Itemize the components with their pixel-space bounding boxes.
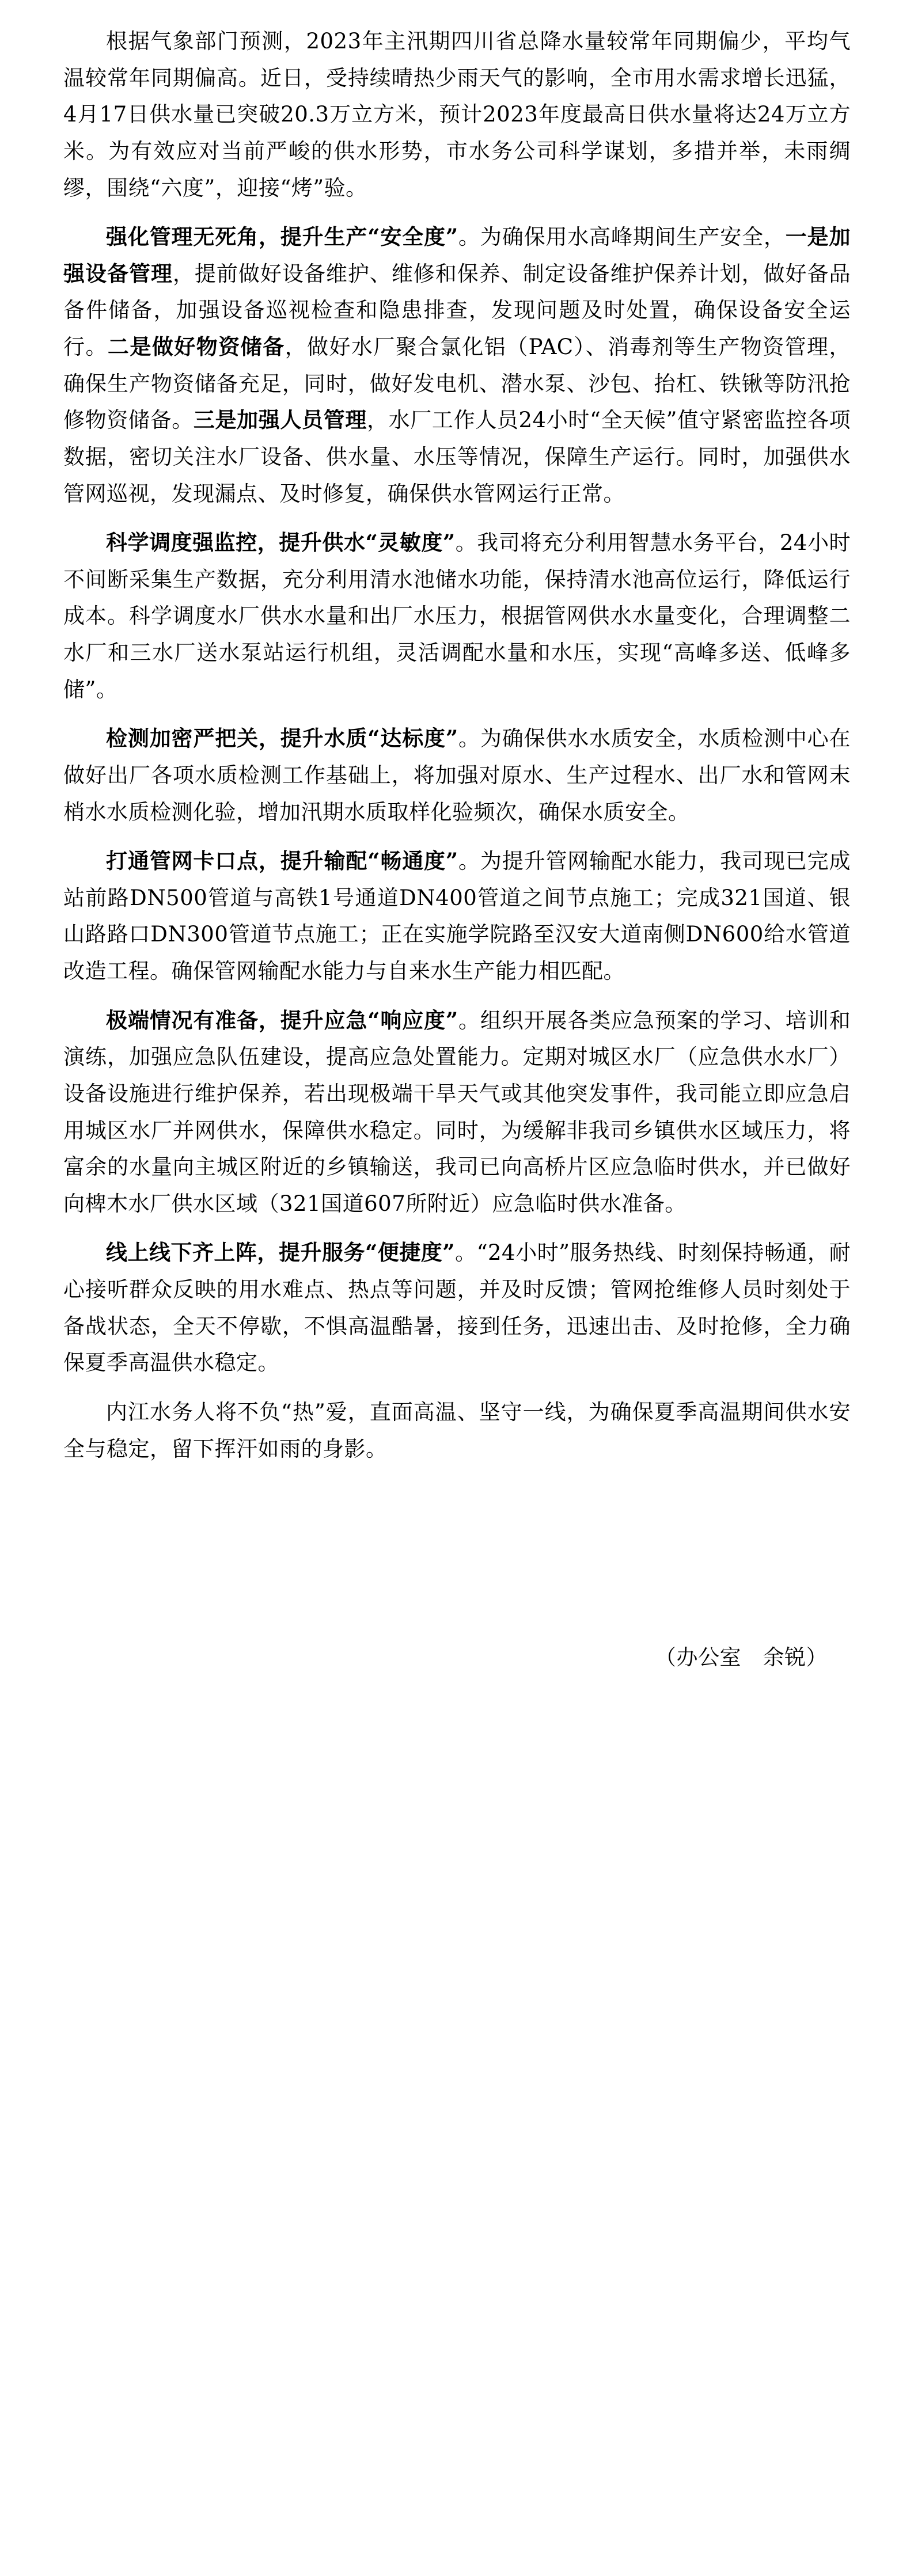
emphasis-run: 三是加强人员管理 — [193, 407, 367, 433]
document-body — [63, 23, 851, 1467]
emphasis-run: 打通管网卡口点，提升输配“畅通度” — [106, 848, 458, 874]
text-run: 。“24小时”服务热线、时刻保持畅通，耐心接听群众反映的用水难点、热点等问题，并及时反馈；管网抢维修人员时刻处于备战状态，全天不停歇，不惧高温酷暑，接到任务，迅速出击、及时抢修，全力确保夏季高温供水稳定。 — [63, 1240, 851, 1376]
text-run: ，水厂工作人员24小时“全天候”值守紧密监控各项数据，密切关注水厂设备、供水量、水压等情况，保障生产运行。同时，加强供水管网巡视，发现漏点、及时修复，确保供水管网运行正常。 — [63, 408, 851, 506]
paragraph — [63, 219, 851, 512]
emphasis-run: 科学调度强监控，提升供水“灵敏度” — [106, 530, 456, 556]
paragraph — [63, 1234, 851, 1381]
text-run: 。组织开展各类应急预案的学习、培训和演练，加强应急队伍建设，提高应急处置能力。定期对城区水厂（应急供水水厂）设备设施进行维护保养，若出现极端干旱天气或其他突发事件，我司能立即应急启用城区水厂并网供水，保障供水稳定。同时，为缓解非我司乡镇供水区域压力，将富余的水量向主城区附近的乡镇输送，我司已向高桥片区应急临时供水，并已做好向椑木水厂供水区域（321国道607所附近）应急临时供水准备。 — [63, 1008, 851, 1216]
emphasis-run: 线上线下齐上阵，提升服务“便捷度” — [106, 1240, 456, 1266]
text-run: 。为确保用水高峰期间生产安全， — [458, 225, 786, 250]
emphasis-run: 二是做好物资储备 — [107, 334, 285, 359]
paragraph — [63, 1394, 851, 1467]
paragraph — [63, 1002, 851, 1222]
paragraph — [63, 843, 851, 990]
emphasis-run: 检测加密严把关，提升水质“达标度” — [106, 725, 458, 751]
text-run: 。为确保供水水质安全，水质检测中心在做好出厂各项水质检测工作基础上，将加强对原水、生产过程水、出厂水和管网末梢水水质检测化验，增加汛期水质取样化验频次，确保水质安全。 — [63, 726, 851, 825]
text-run: ，做好水厂聚合氯化铝（PAC）、消毒剂等生产物资管理，确保生产物资储备充足，同时，做好发电机、潜水泵、沙包、抬杠、铁锹等防汛抢修物资储备。 — [63, 335, 851, 433]
text-run: 根据气象部门预测，2023年主汛期四川省总降水量较常年同期偏少，平均气温较常年同期偏高。近日，受持续晴热少雨天气的影响，全市用水需求增长迅猛，4月17日供水量已突破20.3万立方米，预计2023年度最高日供水量将达24万立方米。为有效应对当前严峻的供水形势，市水务公司科学谋划，多措并举，未雨绸缪，围绕“六度”，迎接“烤”验。 — [63, 29, 851, 200]
text-run: 。我司将充分利用智慧水务平台，24小时不间断采集生产数据，充分利用清水池储水功能，保持清水池高位运行，降低运行成本。科学调度水厂供水水量和出厂水压力，根据管网供水水量变化，合理调整二水厂和三水厂送水泵站运行机组，灵活调配水量和水压，实现“高峰多送、低峰多储”。 — [63, 530, 851, 702]
text-run: 内江水务人将不负“热”爱，直面高温、坚守一线，为确保夏季高温期间供水安全与稳定，留下挥汗如雨的身影。 — [63, 1399, 851, 1461]
paragraph — [63, 720, 851, 830]
emphasis-run: 极端情况有准备，提升应急“响应度” — [106, 1007, 458, 1033]
emphasis-run: 一是加强设备管理 — [63, 224, 851, 286]
text-run: ，提前做好设备维护、维修和保养、制定设备维护保养计划，做好备品备件储备，加强设备巡视检查和隐患排查，发现问题及时处置，确保设备安全运行。 — [63, 261, 851, 359]
text-run: 。为提升管网输配水能力，我司现已完成站前路DN500管道与高铁1号通道DN400管道之间节点施工；完成321国道、银山路路口DN300管道节点施工；正在实施学院路至汉安大道南侧DN600给水管道改造工程。确保管网输配水能力与自来水生产能力相匹配。 — [63, 849, 851, 983]
paragraph — [63, 525, 851, 708]
paragraph — [63, 23, 851, 206]
document-signature: （办公室 余锐） — [655, 1645, 828, 1670]
emphasis-run: 强化管理无死角，提升生产“安全度” — [106, 224, 458, 250]
